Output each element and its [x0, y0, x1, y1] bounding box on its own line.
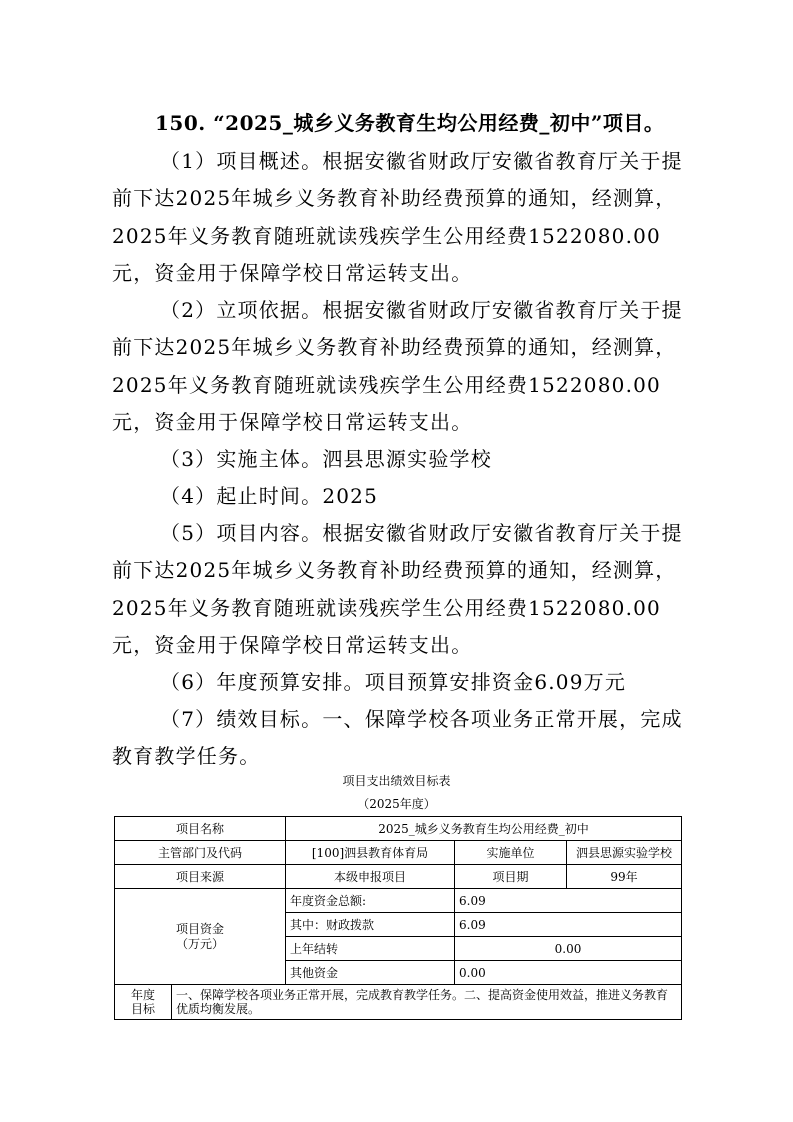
- funds-label: 项目资金 （万元）: [115, 889, 286, 985]
- section-title: 150. “2025_城乡义务教育生均公用经费_初中”项目。: [155, 111, 665, 135]
- impl-unit-value: 泗县思源实验学校: [567, 841, 682, 865]
- budget-table: [114, 816, 682, 1020]
- dept-value: [100]泗县教育体育局: [286, 841, 455, 865]
- paragraph-goal: （7）绩效目标。一、保障学校各项业务正常开展，完成教育教学任务。: [112, 707, 683, 769]
- table-caption: 项目支出绩效目标表: [342, 774, 451, 788]
- carryover-label: 上年结转: [286, 937, 455, 961]
- table-row: [115, 889, 682, 913]
- paragraph-budget: （6）年度预算安排。项目预算安排资金6.09万元: [160, 670, 627, 694]
- dept-label: 主管部门及代码: [115, 841, 286, 865]
- table-year: （2025年度）: [357, 797, 436, 811]
- table-row: [115, 865, 682, 889]
- fiscal-value: 6.09: [455, 913, 682, 937]
- annual-total-value: 6.09: [455, 889, 682, 913]
- other-value: 0.00: [455, 961, 682, 985]
- project-name-label: 项目名称: [115, 817, 286, 841]
- carryover-value: 0.00: [455, 937, 682, 961]
- annual-total-label: 年度资金总额:: [286, 889, 455, 913]
- source-value: 本级申报项目: [286, 865, 455, 889]
- other-label: 其他资金: [286, 961, 455, 985]
- paragraph-period: （4）起止时间。2025: [160, 484, 379, 508]
- paragraph-implementer: （3）实施主体。泗县思源实验学校: [160, 447, 492, 471]
- project-name-value: 2025_城乡义务教育生均公用经费_初中: [286, 817, 682, 841]
- paragraph-content: （5）项目内容。根据安徽省财政厅安徽省教育厅关于提前下达2025年城乡义务教育补助经费预算的通知，经测算，2025年义务教育随班就读残疾学生公用经费1522080.00元，资金用于保障学校日常运转支出。: [112, 521, 683, 657]
- goal-text: 一、保障学校各项业务正常开展，完成教育教学任务。二、提高资金使用效益，推进义务教育优质均衡发展。: [172, 985, 682, 1020]
- fiscal-label: 其中：财政拨款: [286, 913, 455, 937]
- source-label: 项目来源: [115, 865, 286, 889]
- table-row: [115, 985, 682, 1020]
- period-value: 99年: [567, 865, 682, 889]
- paragraph-overview: （1）项目概述。根据安徽省财政厅安徽省教育厅关于提前下达2025年城乡义务教育补助经费预算的通知，经测算，2025年义务教育随班就读残疾学生公用经费1522080.00元，资金用于保障学校日常运转支出。: [112, 149, 683, 285]
- table-row: [115, 841, 682, 865]
- paragraph-basis: （2）立项依据。根据安徽省财政厅安徽省教育厅关于提前下达2025年城乡义务教育补助经费预算的通知，经测算，2025年义务教育随班就读残疾学生公用经费1522080.00元，资金用于保障学校日常运转支出。: [112, 298, 683, 434]
- period-label: 项目期: [455, 865, 567, 889]
- impl-unit-label: 实施单位: [455, 841, 567, 865]
- table-row: [115, 817, 682, 841]
- goal-label: 年度 目标: [115, 985, 172, 1020]
